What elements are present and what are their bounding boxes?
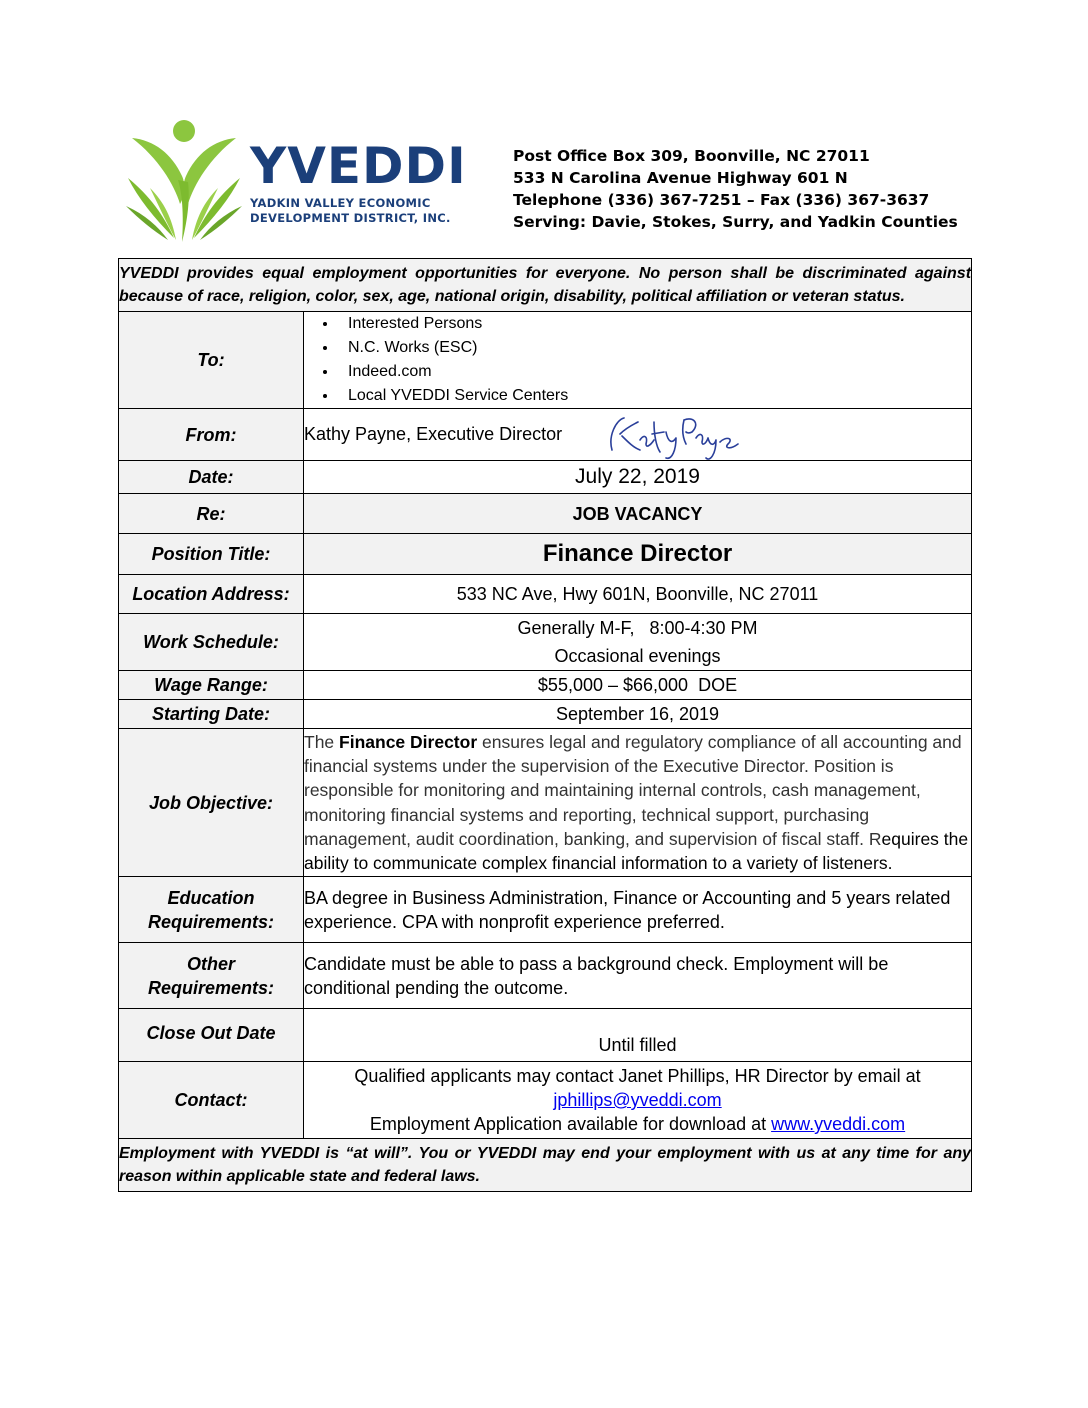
logo-figure-icon [124,118,248,244]
wage-range-value: $55,000 – $66,000 DOE [304,671,972,700]
list-item: • N.C. Works (ESC) [338,336,971,360]
location-value: 533 NC Ave, Hwy 601N, Boonville, NC 27011 [304,575,972,614]
education-label: Education Requirements: [119,877,304,943]
work-schedule-note: Occasional evenings [554,646,721,666]
re-value: JOB VACANCY [572,503,703,524]
logo-subtitle: YADKIN VALLEY ECONOMIC DEVELOPMENT DISTRICT, INC. [250,196,451,225]
organization-address-block [513,145,958,233]
at-will-statement: Employment with YVEDDI is “at will”. You or YVEDDI may end your employment with us at any time for any reason within applicable state and federal laws. [119,1139,972,1192]
re-label: Re: [119,494,304,534]
list-item: • Interested Persons [338,312,971,336]
date-label: Date: [119,461,304,494]
close-out-value: Until filled [304,1009,972,1062]
close-out-label: Close Out Date [119,1009,304,1062]
from-label: From: [119,409,304,461]
re-row [119,494,972,534]
phone-fax-line: Telephone (336) 367-7251 – Fax (336) 367-3637 [513,191,930,209]
logo-wordmark: YVEDDI [250,137,467,195]
website-link[interactable]: www.yveddi.com [771,1114,906,1134]
to-row [119,312,972,409]
list-item: • Local YVEDDI Service Centers [338,384,971,408]
position-title-row [119,534,972,575]
starting-date-row [119,700,972,729]
wage-range-row [119,671,972,700]
work-schedule-label: Work Schedule: [119,614,304,671]
date-row [119,461,972,494]
education-value: BA degree in Business Administration, Finance or Accounting and 5 years related experience. CPA with nonprofit experience preferred. [304,877,972,943]
contact-email-link[interactable]: jphillips@yveddi.com [553,1090,722,1110]
job-vacancy-table [118,258,972,1192]
from-value: Kathy Payne, Executive Director [304,423,563,444]
starting-date-value: September 16, 2019 [304,700,972,729]
yveddi-logo [124,118,467,244]
other-requirements-label: Other Requirements: [119,943,304,1009]
location-row [119,575,972,614]
work-schedule-hours: Generally M-F, 8:00-4:30 PM [517,618,758,638]
job-objective-label: Job Objective: [119,729,304,877]
other-requirements-value: Candidate must be able to pass a background check. Employment will be conditional pending the outcome. [304,943,972,1009]
service-area-line: Serving: Davie, Stokes, Surry, and Yadkin Counties [513,213,958,231]
application-note: Employment Application available for download at [369,1114,772,1134]
list-item: • Indeed.com [338,360,971,384]
work-schedule-row [119,614,972,671]
wage-range-label: Wage Range: [119,671,304,700]
from-row [119,409,972,461]
job-objective-text: The Finance Director ensures legal and regulatory compliance of all accounting and financial systems under the supervision of the Executive Director. Position is responsible for monitoring and maintaining internal controls, cash management, monitoring financial systems and reporting, technical support, purchasing management, audit coordination, banking, and supervision of fiscal staff. Requires the ability to communicate complex financial information to a variety of listeners. [304,729,972,877]
eeo-statement: YVEDDI provides equal employment opportunities for everyone. No person shall be discriminated against because of race, religion, color, sex, age, national origin, disability, political affiliation or veteran status. [119,259,972,312]
contact-label: Contact: [119,1062,304,1139]
starting-date-label: Starting Date: [119,700,304,729]
to-label: To: [119,312,304,409]
recipient-list [308,312,971,408]
date-value: July 22, 2019 [575,465,700,488]
education-row [119,877,972,943]
address-line: Post Office Box 309, Boonville, NC 27011 [513,147,870,165]
contact-row [119,1062,972,1139]
close-out-row [119,1009,972,1062]
address-line: 533 N Carolina Avenue Highway 601 N [513,169,848,187]
position-title-value: Finance Director [542,539,733,567]
other-requirements-row [119,943,972,1009]
signature-icon [602,410,742,462]
contact-instructions: Qualified applicants may contact Janet Phillips, HR Director by email at [354,1066,921,1086]
location-label: Location Address: [119,575,304,614]
job-objective-row [119,729,972,877]
position-title-label: Position Title: [119,534,304,575]
